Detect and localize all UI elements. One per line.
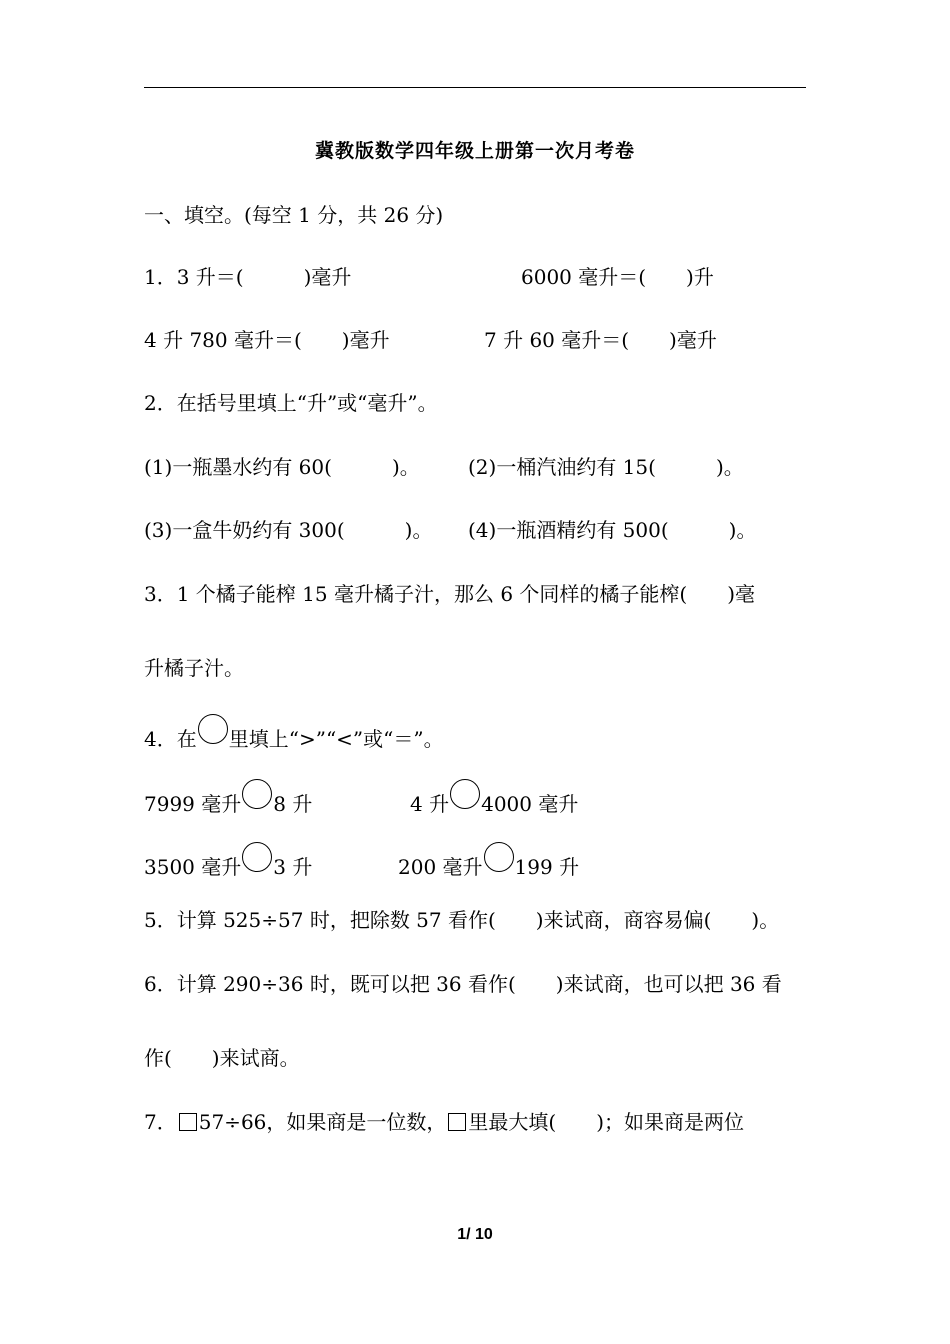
question-7-line-1 [144, 1108, 744, 1136]
question-2-part-4: (4)一瓶酒精约有 500( )。 [468, 518, 757, 542]
compare-circle-icon[interactable] [450, 779, 480, 809]
question-7-prefix: 7． [144, 1110, 177, 1134]
question-4c-left: 3500 毫升 [144, 855, 242, 879]
question-4c-right: 3 升 [273, 855, 313, 879]
question-5: 5．计算 525÷57 时，把除数 57 看作( )来试商，商容易偏( )。 [144, 908, 780, 932]
question-6-line-2: 作( )来试商。 [144, 1046, 300, 1070]
question-4b-left: 4 升 [410, 792, 450, 816]
question-4d-left: 200 毫升 [398, 855, 483, 879]
question-4-stem [144, 714, 444, 753]
square-blank-icon[interactable] [179, 1113, 197, 1131]
header-rule [144, 87, 806, 88]
question-1a: 1．3 升＝( )毫升 [144, 265, 352, 289]
question-2-part-2: (2)一桶汽油约有 15( )。 [468, 455, 744, 479]
circle-blank-icon [198, 714, 228, 744]
question-3-line-2: 升橘子汁。 [144, 656, 244, 680]
square-blank-icon[interactable] [448, 1113, 466, 1131]
question-4-stem-after: 里填上“>”“<”或“＝”。 [228, 727, 444, 751]
question-6-line-1: 6．计算 290÷36 时，既可以把 36 看作( )来试商，也可以把 36 看 [144, 972, 782, 996]
question-4c [144, 842, 312, 881]
question-4b-right: 4000 毫升 [481, 792, 579, 816]
compare-circle-icon[interactable] [242, 779, 272, 809]
question-4a [144, 779, 312, 818]
question-4-stem-before: 4．在 [144, 727, 197, 751]
question-4d-right: 199 升 [514, 855, 580, 879]
question-1c: 4 升 780 毫升＝( )毫升 [144, 328, 390, 352]
page-number: 1/ 10 [457, 1226, 493, 1243]
question-4a-left: 7999 毫升 [144, 792, 242, 816]
question-1b: 6000 毫升＝( )升 [521, 265, 714, 289]
question-4d [398, 842, 579, 881]
compare-circle-icon[interactable] [484, 842, 514, 872]
question-4b [410, 779, 578, 818]
question-2-stem: 2．在括号里填上“升”或“毫升”。 [144, 391, 438, 415]
question-4a-right: 8 升 [273, 792, 313, 816]
section-heading: 一、填空。(每空 1 分，共 26 分) [144, 203, 444, 227]
question-7-part-2: 里最大填( )；如果商是两位 [468, 1110, 744, 1134]
question-1d: 7 升 60 毫升＝( )毫升 [484, 328, 717, 352]
page-title: 冀教版数学四年级上册第一次月考卷 [314, 140, 635, 162]
question-7-part-1: 57÷66，如果商是一位数， [198, 1110, 447, 1134]
question-2-part-3: (3)一盒牛奶约有 300( )。 [144, 518, 433, 542]
question-2-part-1: (1)一瓶墨水约有 60( )。 [144, 455, 420, 479]
question-3-line-1: 3．1 个橘子能榨 15 毫升橘子汁，那么 6 个同样的橘子能榨( )毫 [144, 582, 756, 606]
compare-circle-icon[interactable] [242, 842, 272, 872]
